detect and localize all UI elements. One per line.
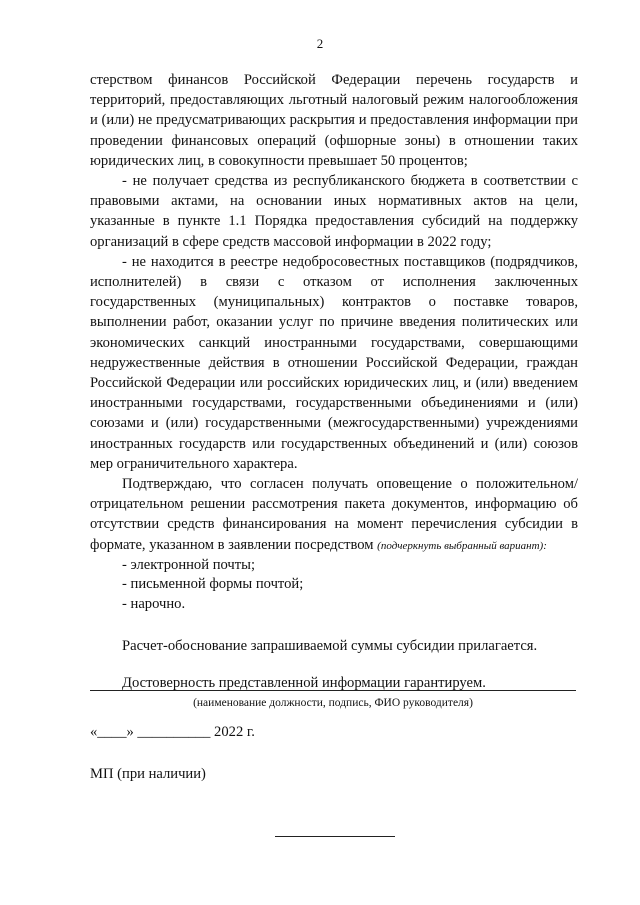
option-email: - электронной почты; <box>122 556 255 573</box>
paragraph-budget-funds: - не получает средства из республиканского бюджета в соответствии с правовыми актами, на основании иных нормативных актов на цели, указанные в пункте 1.1 Порядка предоставления субсидий на поддержку организаций в сфере средств массовой информации в 2022 году; <box>90 173 578 250</box>
page-number: 2 <box>316 36 324 51</box>
paragraph-calculation-attached: Расчет-обоснование запрашиваемой суммы субсидии прилагается. <box>122 638 538 655</box>
paragraph-unreliable-suppliers: - не находится в реестре недобросовестных поставщиков (подрядчиков, исполнителей) в связи с отказом от исполнения заключенных государственных (муниципальных) контрактов о поставке товаров, выполнении работ, оказании услуг по причине введения политических или экономических санкций иностранными государствами, совершающими недружественные действия в отношении Российской Федерации, граждан Российской Федерации или российских юридических лиц, и (или) введением иностранными государствами, государственными объединениями и (или) союзами и (или) государственными (межгосударственными) учреждениями иностранных государств или государственных объединений и (или) союзов мер ограничительного характера. <box>90 253 578 472</box>
option-hand-delivery: - нарочно. <box>122 595 186 612</box>
stamp-label: МП (при наличии) <box>90 766 206 782</box>
paragraph-accuracy-guarantee: Достоверность представленной информации гарантируем. <box>122 674 486 691</box>
bottom-rule <box>275 836 395 837</box>
option-postal: - письменной формы почтой; <box>122 576 304 593</box>
signature-caption: (наименование должности, подпись, ФИО руководителя) <box>193 697 473 709</box>
document-body <box>90 70 578 693</box>
signature-line <box>90 690 576 691</box>
notification-consent-text: Подтверждаю, что согласен получать оповещение о положительном/отрицательном решении рассмотрения пакета документов, информацию об отсутствии средств финансирования на момент перечисления субсидии в формате, указанном в заявлении посредством <box>90 476 578 553</box>
paragraph-offshore: стерством финансов Российской Федерации перечень государств и территорий, предоставляющих льготный налоговый режим налогообложения и (или) не предусматривающих раскрытия и предоставления информации при проведении финансовых операций (офшорные зоны) в отношении таких юридических лиц, в совокупности превышает 50 процентов; <box>90 72 578 169</box>
date-field: «____» __________ 2022 г. <box>90 724 255 740</box>
underline-choice-note: (подчеркнуть выбранный вариант): <box>377 539 547 552</box>
paragraph-notification-consent <box>90 474 578 556</box>
